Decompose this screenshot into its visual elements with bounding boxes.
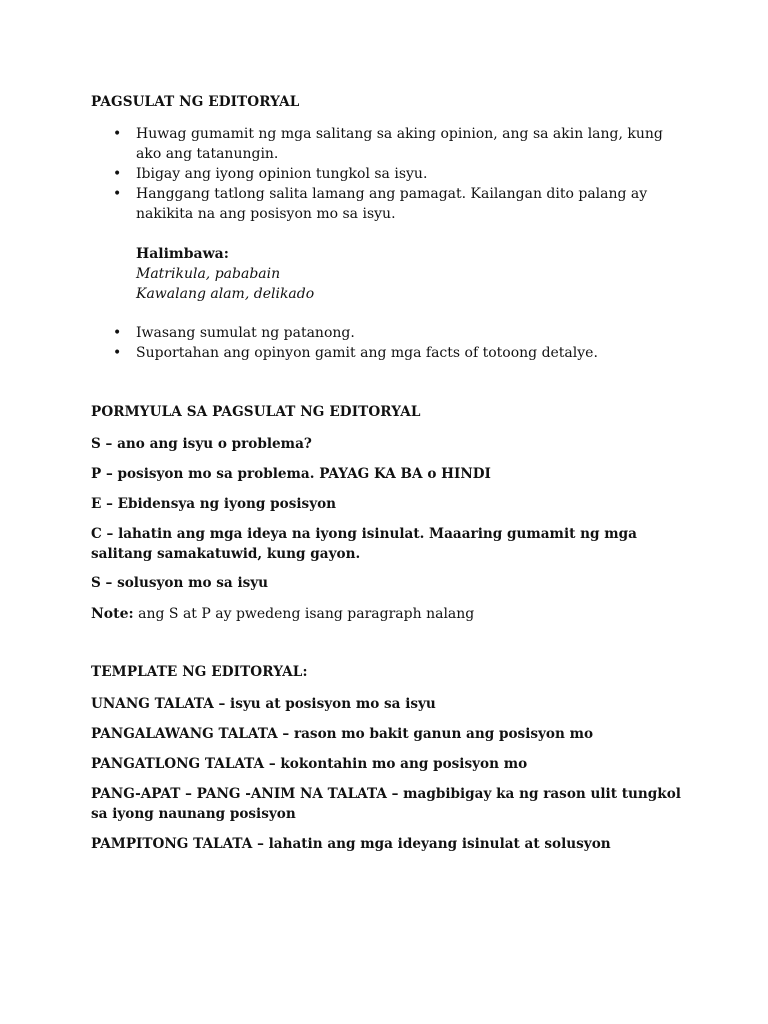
list-item: • Ibigay ang iyong opinion tungkol sa isyu. (91, 164, 691, 184)
list-item: • Suportahan ang opinyon gamit ang mga facts of totoong detalye. (91, 343, 691, 363)
example-item: Matrikula, pababain (136, 266, 281, 282)
formula-line: S – solusyon mo sa isyu (91, 575, 269, 591)
formula-line: P – posisyon mo sa problema. PAYAG KA BA o HINDI (91, 466, 491, 482)
formula-line: C – lahatin ang mga ideya na iyong isinulat. Maaaring gumamit ng mga salitang samakatuwid, kung gayon. (91, 526, 637, 562)
note-line (91, 604, 474, 624)
template-line: PAMPITONG TALATA – lahatin ang mga ideyang isinulat at solusyon (91, 836, 611, 852)
guideline-list-a (91, 124, 691, 224)
note-text: ang S at P ay pwedeng isang paragraph nalang (133, 606, 475, 622)
template-line: PANG-APAT – PANG -ANIM NA TALATA – magbibigay ka ng rason ulit tungkol sa iyong naunang posisyon (91, 786, 681, 822)
list-item: • Huwag gumamit ng mga salitang sa aking opinion, ang sa akin lang, kung ako ang tatanungin. (91, 124, 691, 164)
list-item: • Iwasang sumulat ng patanong. (91, 323, 691, 343)
list-item: • Hanggang tatlong salita lamang ang pamagat. Kailangan dito palang ay nakikita na ang posisyon mo sa isyu. (91, 184, 691, 224)
guideline-list-b (91, 323, 691, 363)
template-line: PANGALAWANG TALATA – rason mo bakit ganun ang posisyon mo (91, 726, 594, 742)
example-item: Kawalang alam, delikado (136, 286, 315, 302)
section-title-pormyula: PORMYULA SA PAGSULAT NG EDITORYAL (91, 404, 421, 420)
section-title-template: TEMPLATE NG EDITORYAL: (91, 664, 308, 680)
formula-line: E – Ebidensya ng iyong posisyon (91, 496, 337, 512)
formula-line: S – ano ang isyu o problema? (91, 436, 312, 452)
example-block (136, 244, 314, 304)
template-line: PANGATLONG TALATA – kokontahin mo ang posisyon mo (91, 756, 528, 772)
note-label: Note: (91, 606, 134, 622)
example-label: Halimbawa: (136, 246, 229, 262)
section-title-pagsulat: PAGSULAT NG EDITORYAL (91, 94, 300, 110)
template-line: UNANG TALATA – isyu at posisyon mo sa isyu (91, 696, 436, 712)
